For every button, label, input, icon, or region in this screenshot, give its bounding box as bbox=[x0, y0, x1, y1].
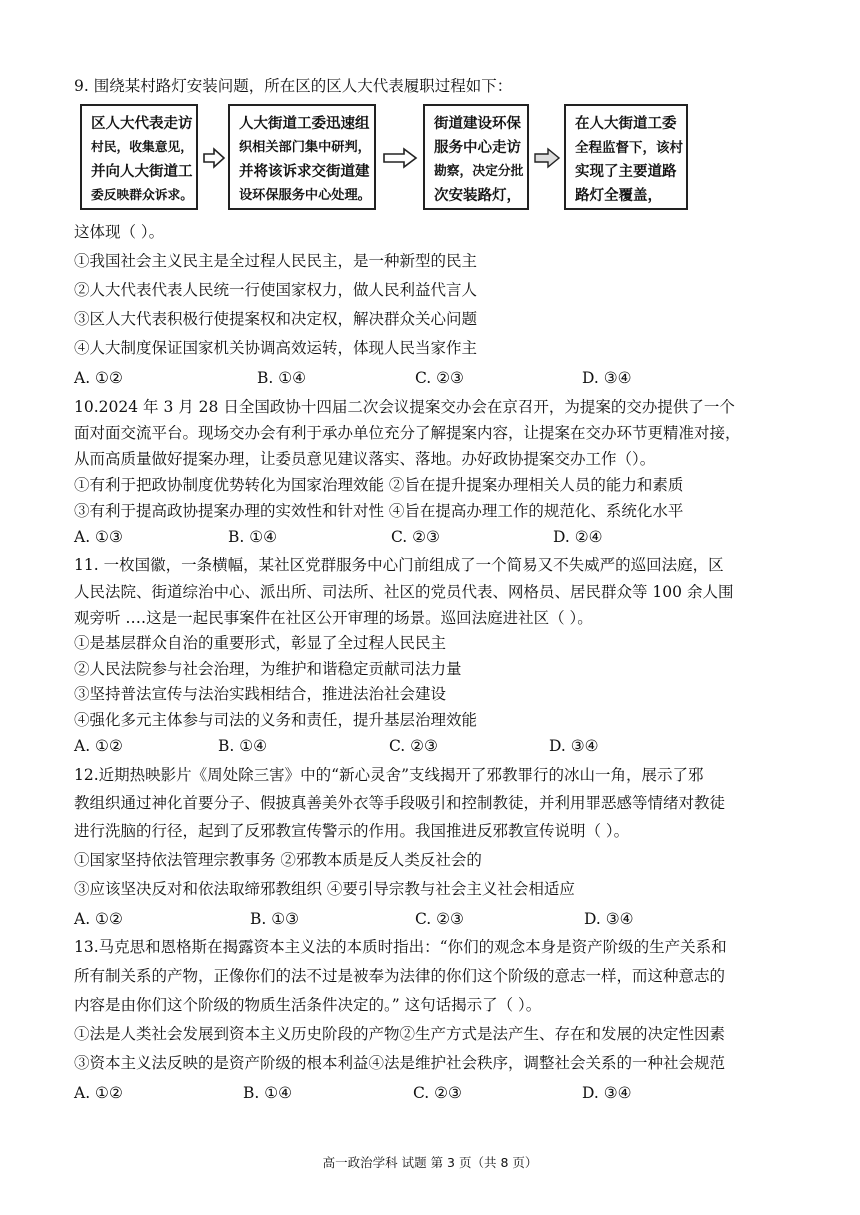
q11-item: ③坚持普法宣传与法治实践相结合，推进法治社会建设 bbox=[74, 685, 447, 703]
q10-option-d[interactable]: D. ②④ bbox=[553, 528, 603, 546]
q12-option-c[interactable]: C. ②③ bbox=[415, 910, 464, 928]
q12-stem-line: 进行洗脑的行径，起到了反邪教宣传警示的作用。我国推进反邪教宣传说明（ ）。 bbox=[74, 822, 630, 840]
flow-step-2-line: 设环保服务中心处理。 bbox=[239, 188, 371, 203]
page-footer: 高一政治学科 试题 第 3 页（共 8 页） bbox=[322, 1155, 538, 1170]
q10-item: ①有利于把政协制度优势转化为国家治理效能 ②旨在提升提案办理相关人员的能力和素质 bbox=[74, 476, 684, 494]
arrow-icon bbox=[382, 146, 418, 170]
q10-option-b[interactable]: B. ①④ bbox=[228, 528, 278, 546]
q11-item: ②人民法院参与社会治理，为维护和谐稳定贡献司法力量 bbox=[74, 660, 462, 678]
q9-item: ③区人大代表积极行使提案权和决定权，解决群众关心问题 bbox=[74, 310, 478, 328]
q12-item: ③应该坚决反对和依法取缔邪教组织 ④要引导宗教与社会主义社会相适应 bbox=[74, 880, 575, 898]
q11-option-c[interactable]: C. ②③ bbox=[389, 737, 438, 755]
q10-option-c[interactable]: C. ②③ bbox=[391, 528, 440, 546]
flow-step-4-line: 实现了主要道路 bbox=[575, 164, 677, 180]
q11-item: ①是基层群众自治的重要形式，彰显了全过程人民民主 bbox=[74, 634, 447, 652]
q12-option-a[interactable]: A. ①② bbox=[74, 910, 123, 928]
q9-item: ④人大制度保证国家机关协调高效运转，体现人民当家作主 bbox=[74, 339, 478, 357]
q11-stem-line: 11. 一枚国徽，一条横幅，某社区党群服务中心门前组成了一个简易又不失威严的巡回法庭，区 bbox=[74, 556, 724, 574]
q10-stem-line: 面对面交流平台。现场交办会有利于承办单位充分了解提案内容，让提案在交办环节更精准对接， bbox=[74, 424, 741, 442]
q13-option-c[interactable]: C. ②③ bbox=[413, 1084, 462, 1102]
q9-option-c[interactable]: C. ②③ bbox=[415, 369, 464, 387]
q10-option-a[interactable]: A. ①③ bbox=[74, 528, 123, 546]
q10-item: ③有利于提高政协提案办理的实效性和针对性 ④旨在提高办理工作的规范化、系统化水平 bbox=[74, 502, 684, 520]
q11-option-d[interactable]: D. ③④ bbox=[549, 737, 599, 755]
q13-item: ③资本主义法反映的是资产阶级的根本利益④法是维护社会秩序，调整社会关系的一种社会规范 bbox=[74, 1054, 726, 1072]
q9-option-a[interactable]: A. ①② bbox=[74, 369, 123, 387]
q11-option-a[interactable]: A. ①② bbox=[74, 737, 123, 755]
arrow-icon bbox=[202, 146, 226, 170]
flow-step-2 bbox=[228, 104, 376, 210]
flow-step-4-line: 在人大街道工委 bbox=[575, 116, 677, 132]
flow-step-4-line: 路灯全覆盖， bbox=[575, 188, 662, 204]
flow-step-1-line: 并向人大街道工 bbox=[91, 164, 193, 180]
q13-stem-line: 内容是由你们这个阶级的物质生活条件决定的。” 这句话揭示了（ ）。 bbox=[74, 996, 542, 1014]
flow-step-1-line: 委反映群众诉求。 bbox=[91, 188, 193, 203]
flow-step-3 bbox=[423, 104, 529, 210]
q11-option-b[interactable]: B. ①④ bbox=[218, 737, 268, 755]
flow-step-3-line: 勘察，决定分批 bbox=[434, 164, 524, 179]
flow-step-1-line: 村民，收集意见， bbox=[91, 140, 193, 155]
q12-stem-line: 12.近期热映影片《周处除三害》中的“新心灵舍”支线揭开了邪教罪行的冰山一角，展示了邪 bbox=[74, 766, 704, 784]
flow-step-3-line: 街道建设环保 bbox=[434, 116, 521, 132]
arrow-icon bbox=[533, 146, 561, 170]
q9-tail: 这体现（ ）。 bbox=[74, 223, 165, 241]
flow-step-4-line: 全程监督下，该村 bbox=[575, 140, 683, 156]
q13-option-d[interactable]: D. ③④ bbox=[582, 1084, 632, 1102]
q10-stem-line: 从而高质量做好提案办理，让委员意见建议落实、落地。办好政协提案交办工作（）。 bbox=[74, 450, 656, 468]
q12-option-b[interactable]: B. ①③ bbox=[250, 910, 300, 928]
q9-item: ①我国社会主义民主是全过程人民民主，是一种新型的民主 bbox=[74, 252, 478, 270]
q13-stem-line: 所有制关系的产物，正像你们的法不过是被奉为法律的你们这个阶级的意志一样，而这种意志的 bbox=[74, 967, 726, 985]
q13-option-b[interactable]: B. ①④ bbox=[243, 1084, 293, 1102]
q13-item: ①法是人类社会发展到资本主义历史阶段的产物②生产方式是法产生、存在和发展的决定性因素 bbox=[74, 1025, 726, 1043]
q10-stem-line: 10.2024 年 3 月 28 日全国政协十四届二次会议提案交办会在京召开，为提案的交办提供了一个 bbox=[74, 398, 735, 416]
flow-step-3-line: 次安装路灯， bbox=[434, 188, 521, 204]
q12-option-d[interactable]: D. ③④ bbox=[584, 910, 634, 928]
flow-step-1-line: 区人大代表走访 bbox=[91, 116, 193, 132]
q12-stem-line: 教组织通过神化首要分子、假披真善美外衣等手段吸引和控制教徒，并利用罪恶感等情绪对教徒 bbox=[74, 794, 726, 812]
q11-item: ④强化多元主体参与司法的义务和责任，提升基层治理效能 bbox=[74, 711, 478, 729]
q9-option-b[interactable]: B. ①④ bbox=[257, 369, 307, 387]
q11-stem-line: 观旁听 ‥‥这是一起民事案件在社区公开审理的场景。巡回法庭进社区（ ）。 bbox=[74, 609, 593, 627]
flow-step-3-line: 服务中心走访 bbox=[434, 140, 521, 156]
q12-item: ①国家坚持依法管理宗教事务 ②邪教本质是反人类反社会的 bbox=[74, 851, 482, 869]
flow-step-4 bbox=[564, 104, 688, 210]
flow-step-2-line: 人大街道工委迅速组 bbox=[239, 116, 370, 132]
q9-item: ②人大代表代表人民统一行使国家权力，做人民利益代言人 bbox=[74, 281, 478, 299]
q13-option-a[interactable]: A. ①② bbox=[74, 1084, 123, 1102]
flow-step-1 bbox=[80, 104, 198, 210]
q9-stem: 9. 围绕某村路灯安装问题，所在区的区人大代表履职过程如下： bbox=[74, 77, 513, 95]
q11-stem-line: 人民法院、街道综治中心、派出所、司法所、社区的党员代表、网格员、居民群众等 100 余人围 bbox=[74, 583, 734, 601]
flow-step-2-line: 织相关部门集中研判， bbox=[239, 140, 371, 155]
q9-option-d[interactable]: D. ③④ bbox=[582, 369, 632, 387]
q13-stem-line: 13.马克思和恩格斯在揭露资本主义法的本质时指出：“你们的观念本身是资产阶级的生产关系和 bbox=[74, 938, 727, 956]
flow-step-2-line: 并将该诉求交街道建 bbox=[239, 164, 370, 180]
